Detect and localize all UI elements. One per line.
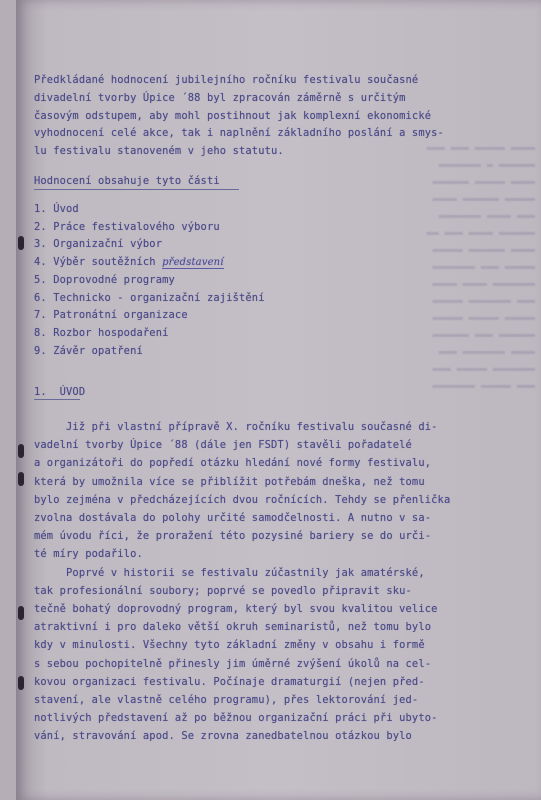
intro-line: vyhodnocení celé akce, tak i naplnění základního poslání a smys- bbox=[34, 127, 444, 140]
toc-item bbox=[34, 254, 265, 272]
body-line: která by umožnila více se přiblížit potřebám dneška, než tomu bbox=[34, 475, 425, 488]
contents-list bbox=[34, 201, 265, 360]
binding-hole bbox=[18, 676, 24, 690]
body-line: vadelní tvorby Úpice ´88 (dále jen FSDT) stavěli pořadatelé bbox=[34, 439, 412, 452]
bleed-through-text: ▬▬▬▬ ▬▬▬▬▬ ▬▬▬ ▬▬▬ ▬▬▬▬▬▬ ▬ ▬▬▬▬▬▬▬ ▬▬▬▬ ▬▬▬▬▬ ▬▬▬▬▬▬ ▬▬▬▬▬ ▬▬▬▬▬▬ ▬▬▬▬ ▬▬▬ ▬▬▬▬ ▬▬▬▬▬▬▬ ▬▬▬▬▬▬ ▬▬▬▬ ▬▬▬ ▬▬ ▬▬▬▬ ▬▬▬▬▬▬ ▬▬▬▬▬ ▬▬▬▬▬ ▬▬▬ ▬▬▬▬▬▬▬ ▬▬▬▬▬▬▬ ▬▬▬▬ ▬▬▬▬ ▬▬▬ ▬▬▬▬▬▬▬ ▬▬▬▬▬ ▬▬▬▬▬ ▬▬▬▬▬ ▬▬▬▬▬ ▬▬▬▬▬▬ ▬▬▬ ▬▬▬▬▬▬ ▬▬▬▬ ▬▬▬▬▬▬▬ ▬▬▬ ▬▬▬▬▬▬▬ ▬▬▬▬▬ ▬▬▬ ▬▬▬ ▬▬▬▬▬ ▬▬▬▬▬▬▬ bbox=[426, 143, 535, 392]
toc-item: 1. Úvod bbox=[34, 203, 79, 215]
body-line: té míry podařilo. bbox=[34, 548, 143, 561]
body-line: zvolna dostávala do polohy určité samodčelnosti. A nutno v sa- bbox=[34, 512, 432, 525]
body-line: s sebou pochopitelně přinesly jim úměrné zvýšení úkolů na cel- bbox=[34, 657, 432, 670]
intro-line: lu festivalu stanoveném v jeho statutu. bbox=[34, 145, 284, 158]
body-line: kovou organizaci festivalu. Počínaje dramaturgií (nejen před- bbox=[34, 675, 425, 688]
toc-item: 3. Organizační výbor bbox=[34, 238, 163, 251]
body-line: bylo zejména v předcházejících dvou ročnících. Tehdy se přenlička bbox=[34, 493, 451, 506]
binding-hole bbox=[18, 444, 24, 458]
toc-item: 8. Rozbor hospodaření bbox=[34, 326, 169, 339]
intro-line: časovým odstupem, aby mohl postihnout jak komplexní ekonomické bbox=[34, 109, 432, 122]
toc-item-label: 4. Výběr soutěžních bbox=[34, 256, 156, 269]
body-line: Již při vlastní přípravě X. ročníku festivalu současné di- bbox=[34, 421, 438, 433]
body-line: mém úvodu říci, že proražení této pozysiné bariery se do urči- bbox=[34, 530, 432, 543]
binding-hole bbox=[18, 236, 24, 250]
heading-underline bbox=[34, 189, 239, 190]
binding-hole bbox=[18, 472, 24, 486]
toc-item: 9. Závěr opatření bbox=[34, 344, 143, 357]
intro-line: divadelní tvorby Úpice ´88 byl zpracován záměrně s určitým bbox=[34, 91, 406, 104]
intro-line: Předkládané hodnocení jubilejního ročníku festivalu současné bbox=[34, 74, 419, 86]
body-line: atraktivní i pro daleko větší okruh seminaristů, než tomu bylo bbox=[34, 621, 432, 634]
body-line: tak profesionální soubory; poprvé se povedlo připravit sku- bbox=[34, 584, 412, 597]
body-line: tečně bohatý doprovodný program, který byl svou kvalitou velice bbox=[34, 603, 438, 616]
body-line: kdy v minulosti. Všechny tyto základní změny v obsahu i formě bbox=[34, 639, 425, 652]
body-line: Poprvé v historii se festivalu zúčastnily jak amatérské, bbox=[34, 566, 425, 579]
body-line: a organizátoři do popředí otázku hledání nové formy festivalu, bbox=[34, 457, 432, 470]
section-underline bbox=[34, 399, 80, 400]
section-title: 1. ÚVOD bbox=[34, 386, 86, 398]
contents-heading: Hodnocení obsahuje tyto části bbox=[34, 175, 220, 187]
handwritten-insertion: představení bbox=[162, 257, 224, 269]
intro-paragraph bbox=[34, 72, 444, 161]
body-line: stavení, ale vlastně celého programu), přes lektorování jed- bbox=[34, 694, 419, 707]
binding-hole bbox=[18, 606, 24, 620]
body-line: notlivých představení až po běžnou organizační práci při ubyto- bbox=[34, 712, 438, 725]
toc-item: 7. Patronátní organizace bbox=[34, 309, 188, 322]
toc-item: 5. Doprovodné programy bbox=[34, 273, 175, 286]
toc-item: 6. Technicko - organizační zajištění bbox=[34, 291, 265, 304]
toc-item: 2. Práce festivalového výboru bbox=[34, 220, 220, 233]
body-text bbox=[34, 418, 450, 746]
body-line: vání, stravování apod. Se zrovna zanedbatelnou otázkou bylo bbox=[34, 730, 412, 743]
